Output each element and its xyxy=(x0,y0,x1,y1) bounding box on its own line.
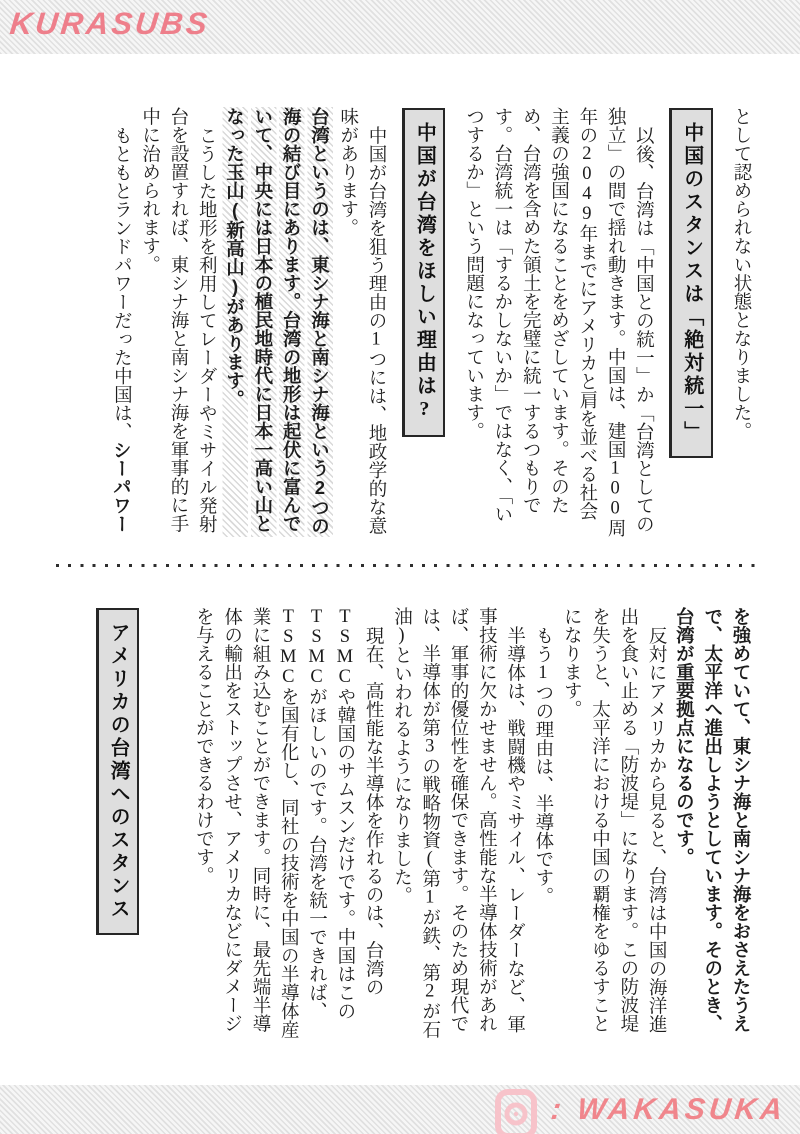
bottom-watermark-band xyxy=(0,1085,800,1134)
paragraph xyxy=(107,107,135,537)
paragraph: 半導体は、戦闘機やミサイル、レーダーなど、軍事技術に欠かせません。高性能な半導体技術があれば、軍事的優位性を確保できます。そのため現代では、半導体が第3の戦略物資(第1が鉄、第2が石油)といわれるようになりました。 xyxy=(391,607,525,1039)
section-heading-box: 中国のスタンスは「絶対統一」 xyxy=(669,108,712,458)
section-heading-box: アメリカの台湾へのスタンス xyxy=(96,608,139,935)
dotted-separator xyxy=(56,564,762,567)
paragraph: もう1つの理由は、半導体です。 xyxy=(532,625,553,905)
paragraph: を強めていて、東シナ海と南シナ海をおさえたうえで、太平洋へ進出しようとしています。そのとき、台湾が重要拠点になるのです。 xyxy=(674,607,752,1033)
paragraph: として認められない状態となりました。 xyxy=(731,107,751,440)
bold-emphasis: シーパワー xyxy=(111,440,133,533)
paragraph: 現在、高性能な半導体を作れるのは、台湾のTSMCや韓国のサムスンだけです。中国はこのTSMCがほしいのです。台湾を統一できれば、TSMCを国有化し、同社の技術を中国の半導体産業に組み込むことができます。同時に、最先端半導体の輸出をストップさせ、アメリカなどにダメージを与えることができるわけです。 xyxy=(193,607,384,1039)
wakasuka-handle: : WAKASUKA xyxy=(549,1092,788,1126)
mascot-camera-icon xyxy=(493,1088,539,1134)
section-america-stance xyxy=(84,607,755,1039)
paragraph: 中国が台湾を狙う理由の1つには、地政学的な意味があります。 xyxy=(337,107,387,534)
section-heading-box: 中国が台湾をほしい理由は? xyxy=(402,108,445,437)
paragraph: 台湾というのは、東シナ海と南シナ海という2つの海の結び目にあります。台湾の地形は起伏に富んでいて、中央には日本の植民地時代に日本一高い山となった玉山(新高山)があります。 xyxy=(220,107,333,537)
paragraph: こうした地形を利用してレーダーやミサイル発射台を設置すれば、東シナ海と南シナ海を軍事的に手中に治められます。 xyxy=(139,107,217,533)
top-watermark-band xyxy=(0,0,800,54)
paragraph: 反対にアメリカから見ると、台湾は中国の海洋進出を食い止める「防波堤」になります。この防波堤を失うと、太平洋における中国の覇権をゆるすことになります。 xyxy=(561,607,667,1033)
kurasubs-logo: KURASUBS xyxy=(8,6,212,41)
section-china-stance xyxy=(107,107,755,537)
text-run: もともとランドパワーだった中国は、 xyxy=(111,125,132,440)
paragraph: 以後、台湾は「中国との統一」か「台湾としての独立」の間で揺れ動きます。中国は、建国100周年の2049年までにアメリカと肩を並べる社会主義の強国になることをめざしています。そのため、台湾を含めた領土を完璧に統一するつもりです。台湾統一は「するかしないか」ではなく、「いつするか」という問題になっています。 xyxy=(463,107,654,537)
